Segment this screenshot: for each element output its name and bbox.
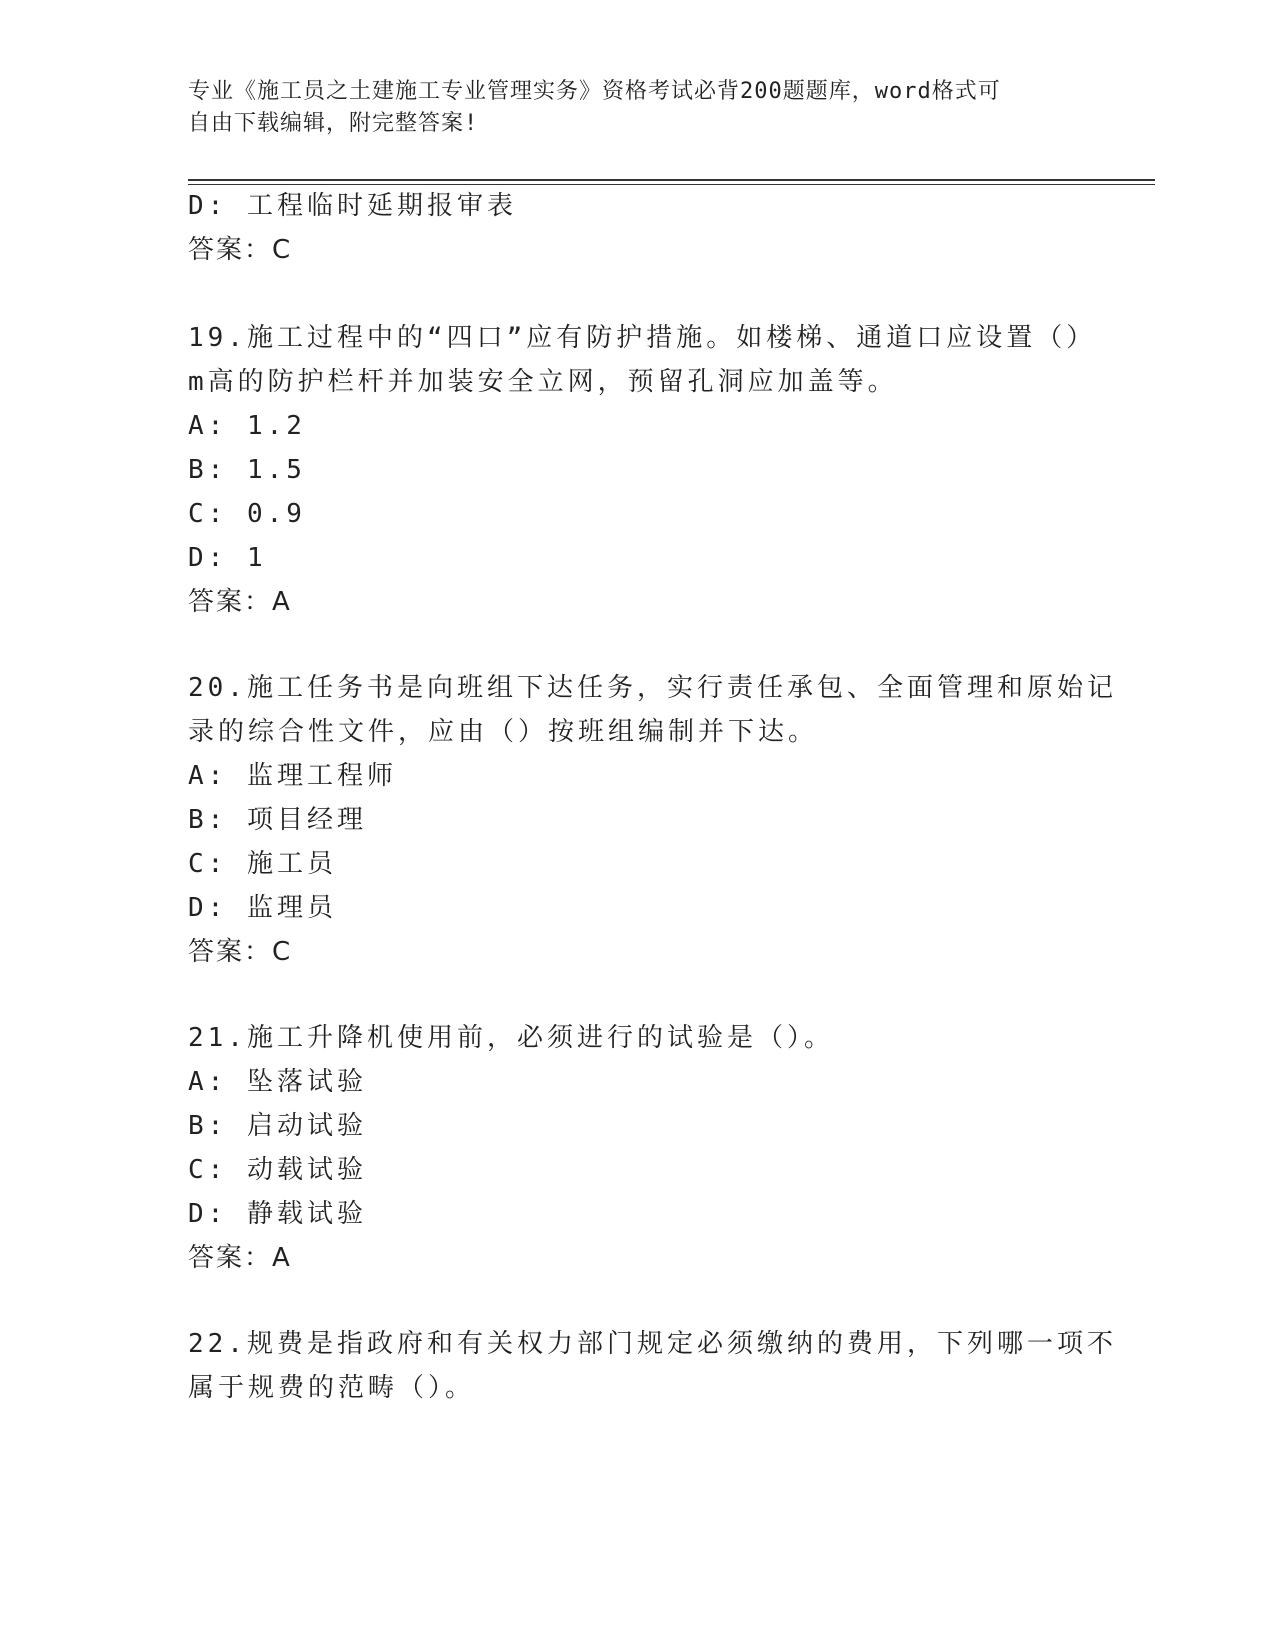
prev-answer: 答案：C: [188, 235, 293, 265]
q19-answer: 答案：A: [188, 587, 292, 617]
q21-option-c: C: 动载试验: [188, 1155, 367, 1185]
q19-stem-line-2: m高的防护栏杆并加装安全立网，预留孔洞应加盖等。: [188, 367, 898, 397]
q20-option-c: C: 施工员: [188, 849, 337, 879]
q21-option-d: D: 静载试验: [188, 1199, 367, 1229]
q20-stem-line-1: 20.施工任务书是向班组下达任务，实行责任承包、全面管理和原始记: [188, 673, 1117, 703]
q21-option-a: A: 坠落试验: [188, 1067, 367, 1097]
header-divider-thin: [188, 184, 1155, 185]
q20-option-a: A: 监理工程师: [188, 761, 397, 791]
header-title-line-2: 自由下载编辑，附完整答案!: [188, 111, 479, 136]
q21-stem-line-1: 21.施工升降机使用前，必须进行的试验是（）。: [188, 1023, 834, 1053]
header-title-line-1: 专业《施工员之土建施工专业管理实务》资格考试必背200题题库，word格式可: [188, 79, 1001, 104]
q21-answer: 答案：A: [188, 1243, 292, 1273]
q20-option-b: B: 项目经理: [188, 805, 367, 835]
q20-option-d: D: 监理员: [188, 893, 337, 923]
prev-option-d: D: 工程临时延期报审表: [188, 191, 517, 221]
q22-stem-line-2: 属于规费的范畴（）。: [188, 1373, 476, 1403]
q21-option-b: B: 启动试验: [188, 1111, 367, 1141]
q19-option-c: C: 0.9: [188, 499, 306, 529]
q19-option-a: A: 1.2: [188, 411, 306, 441]
q20-stem-line-2: 录的综合性文件，应由（）按班组编制并下达。: [188, 717, 819, 747]
document-header: [188, 76, 1068, 140]
q19-option-b: B: 1.5: [188, 455, 306, 485]
q19-stem-line-1: 19.施工过程中的“四口”应有防护措施。如楼梯、通道口应设置（）: [188, 323, 1097, 353]
q19-option-d: D: 1: [188, 543, 267, 573]
q22-stem-line-1: 22.规费是指政府和有关权力部门规定必须缴纳的费用，下列哪一项不: [188, 1329, 1117, 1359]
header-divider: [188, 179, 1155, 181]
q20-answer: 答案：C: [188, 937, 293, 967]
